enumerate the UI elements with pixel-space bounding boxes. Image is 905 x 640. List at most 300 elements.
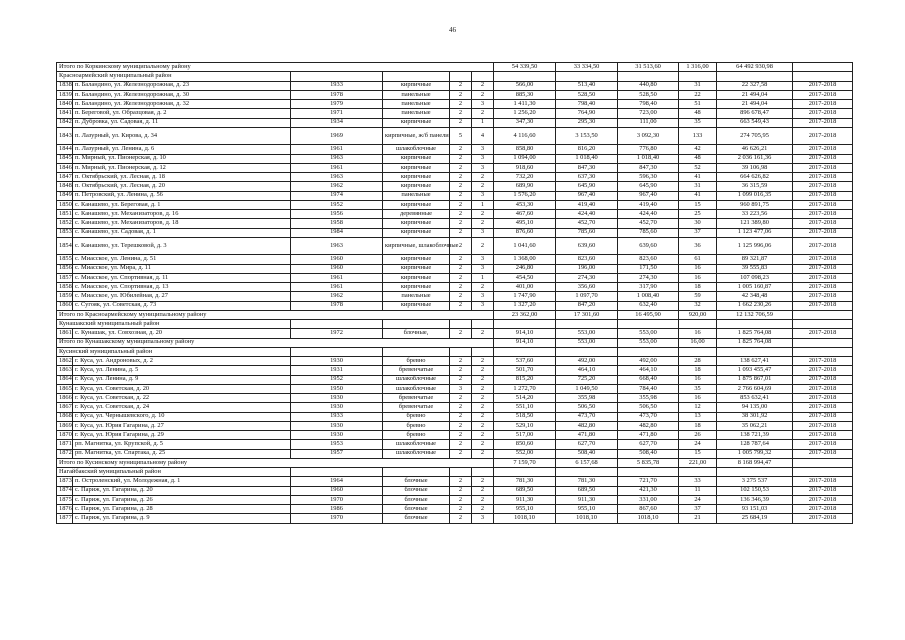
- table-row: [57, 173, 853, 182]
- period-cell: 2017-2018: [793, 154, 853, 163]
- year-cell: 1972: [291, 329, 383, 338]
- table-row: [57, 100, 853, 109]
- area-b-cell: 355,98: [618, 394, 679, 403]
- year-cell: 1952: [291, 375, 383, 384]
- area-a-cell: 473,70: [556, 412, 618, 421]
- row-number-cell: 1839.: [57, 90, 73, 99]
- address-cell: п. Баландино, ул. Железнодорожная, д. 30: [73, 90, 291, 99]
- total-area-cell: 501,70: [494, 366, 556, 375]
- period-cell: 2017-2018: [793, 292, 853, 301]
- residents-cell: 24: [679, 440, 717, 449]
- district-header-row: [57, 320, 853, 329]
- residents-cell: 16: [679, 375, 717, 384]
- residents-cell: 18: [679, 283, 717, 292]
- residents-cell: 15: [679, 449, 717, 458]
- year-cell: 1961: [291, 283, 383, 292]
- year-cell: 1970: [291, 495, 383, 504]
- area-a-cell: 482,80: [556, 421, 618, 430]
- total-area-cell: 537,60: [494, 357, 556, 366]
- total-area-cell: 1018,10: [494, 514, 556, 523]
- wall-material-cell: панельные: [383, 109, 450, 118]
- empty-cell: [472, 72, 494, 81]
- residents-cell: 21: [679, 514, 717, 523]
- floors-cell: 2: [450, 191, 472, 200]
- table-row: [57, 329, 853, 338]
- residents-cell: 28: [679, 357, 717, 366]
- floors-cell: 2: [450, 486, 472, 495]
- empty-cell: [472, 320, 494, 329]
- total-area-cell: 1 747,90: [494, 292, 556, 301]
- period-cell: [793, 310, 853, 319]
- cost-cell: 2 036 161,36: [717, 154, 793, 163]
- table-row: [57, 154, 853, 163]
- year-cell: 1957: [291, 449, 383, 458]
- total-area-cell: 467,60: [494, 210, 556, 219]
- wall-material-cell: кирпичные, ж/б панели: [383, 127, 450, 145]
- area-a-cell: 419,40: [556, 200, 618, 209]
- area-a-cell: 689,50: [556, 486, 618, 495]
- cost-cell: 33 223,56: [717, 210, 793, 219]
- residents-cell: 42: [679, 145, 717, 154]
- residents-cell: 16: [679, 273, 717, 282]
- empty-cell: [556, 347, 618, 356]
- floors-cell: 2: [450, 182, 472, 191]
- address-cell: п. Дубровка, ул. Садовая, д. 11: [73, 118, 291, 127]
- area-a-cell: 452,70: [556, 219, 618, 228]
- empty-cell: [618, 72, 679, 81]
- table-row: [57, 219, 853, 228]
- residents-cell: 35: [679, 384, 717, 393]
- row-number-cell: 1853.: [57, 228, 73, 237]
- address-cell: с. Миасское, ул. Ленина, д. 51: [73, 255, 291, 264]
- table-row: [57, 477, 853, 486]
- area-b-cell: 492,00: [618, 357, 679, 366]
- area-b-cell: 482,80: [618, 421, 679, 430]
- district-name-cell: Кунашакский муниципальный район: [57, 320, 291, 329]
- total-area-cell: 1 272,70: [494, 384, 556, 393]
- total-area-cell: 914,10: [494, 338, 556, 347]
- empty-cell: [291, 468, 383, 477]
- address-cell: г. Куса, ул. Чернышевского, д. 10: [73, 412, 291, 421]
- empty-cell: [793, 72, 853, 81]
- row-number-cell: 1854.: [57, 237, 73, 255]
- cost-cell: 3 275 537: [717, 477, 793, 486]
- entrances-cell: 2: [472, 421, 494, 430]
- cost-cell: 8 168 994,47: [717, 458, 793, 467]
- address-cell: п. Мирный, ул. Пионерская, д. 12: [73, 163, 291, 172]
- table-row: [57, 163, 853, 172]
- entrances-cell: 2: [472, 357, 494, 366]
- area-b-cell: 553,00: [618, 338, 679, 347]
- total-area-cell: 918,60: [494, 163, 556, 172]
- residents-cell: 18: [679, 366, 717, 375]
- wall-material-cell: бревенчатые: [383, 394, 450, 403]
- total-area-cell: 401,00: [494, 283, 556, 292]
- period-cell: 2017-2018: [793, 200, 853, 209]
- wall-material-cell: бревно: [383, 421, 450, 430]
- area-b-cell: 419,40: [618, 200, 679, 209]
- cost-cell: 2 766 604,69: [717, 384, 793, 393]
- area-b-cell: 16 495,90: [618, 310, 679, 319]
- district-total-row: [57, 63, 853, 72]
- entrances-cell: 3: [472, 292, 494, 301]
- total-area-cell: 1 327,20: [494, 301, 556, 310]
- area-b-cell: 452,70: [618, 219, 679, 228]
- wall-material-cell: кирпичные: [383, 81, 450, 90]
- wall-material-cell: бревно: [383, 412, 450, 421]
- row-number-cell: 1877.: [57, 514, 73, 523]
- area-b-cell: 721,70: [618, 477, 679, 486]
- floors-cell: 3: [450, 384, 472, 393]
- floors-cell: 2: [450, 394, 472, 403]
- floors-cell: 2: [450, 366, 472, 375]
- area-b-cell: 668,40: [618, 375, 679, 384]
- row-number-cell: 1876.: [57, 505, 73, 514]
- cost-cell: 39 106,98: [717, 163, 793, 172]
- residents-cell: 35: [679, 118, 717, 127]
- residents-cell: 920,00: [679, 310, 717, 319]
- address-cell: рп. Магнитка, ул. Спартака, д. 25: [73, 449, 291, 458]
- table-row: [57, 237, 853, 255]
- floors-cell: 2: [450, 412, 472, 421]
- residents-cell: 221,00: [679, 458, 717, 467]
- cost-cell: 1 005 160,87: [717, 283, 793, 292]
- cost-cell: 1 123 477,06: [717, 228, 793, 237]
- wall-material-cell: шлакоблочные: [383, 384, 450, 393]
- area-a-cell: 471,80: [556, 431, 618, 440]
- table-row: [57, 495, 853, 504]
- row-number-cell: 1843.: [57, 127, 73, 145]
- cost-cell: 107 098,23: [717, 273, 793, 282]
- cost-cell: 1 099 016,35: [717, 191, 793, 200]
- wall-material-cell: кирпичные: [383, 118, 450, 127]
- residents-cell: 16,00: [679, 338, 717, 347]
- floors-cell: 2: [450, 118, 472, 127]
- area-a-cell: 764,90: [556, 109, 618, 118]
- area-a-cell: 1 049,50: [556, 384, 618, 393]
- residents-cell: 32: [679, 301, 717, 310]
- entrances-cell: 2: [472, 219, 494, 228]
- year-cell: 1964: [291, 477, 383, 486]
- table-row: [57, 514, 853, 523]
- residents-cell: 59: [679, 292, 717, 301]
- total-label-cell: Итого по Кусинскому муниципальному району: [57, 458, 494, 467]
- area-b-cell: 471,80: [618, 431, 679, 440]
- area-b-cell: 1 018,40: [618, 154, 679, 163]
- cost-cell: 128 787,64: [717, 440, 793, 449]
- cost-cell: 138 721,39: [717, 431, 793, 440]
- district-name-cell: Кусинский муниципальный район: [57, 347, 291, 356]
- row-number-cell: 1871.: [57, 440, 73, 449]
- total-area-cell: 517,00: [494, 431, 556, 440]
- area-a-cell: 639,60: [556, 237, 618, 255]
- table-row: [57, 394, 853, 403]
- year-cell: 1931: [291, 366, 383, 375]
- row-number-cell: 1838.: [57, 81, 73, 90]
- wall-material-cell: кирпичные: [383, 182, 450, 191]
- cost-cell: 960 891,75: [717, 200, 793, 209]
- period-cell: 2017-2018: [793, 505, 853, 514]
- row-number-cell: 1844.: [57, 145, 73, 154]
- empty-cell: [717, 347, 793, 356]
- area-b-cell: 1 008,40: [618, 292, 679, 301]
- table-row: [57, 449, 853, 458]
- empty-cell: [618, 468, 679, 477]
- total-area-cell: 732,20: [494, 173, 556, 182]
- total-area-cell: 514,20: [494, 394, 556, 403]
- residents-cell: 18: [679, 421, 717, 430]
- area-b-cell: 967,40: [618, 191, 679, 200]
- total-area-cell: 1 368,00: [494, 255, 556, 264]
- row-number-cell: 1865.: [57, 384, 73, 393]
- address-cell: г. Куса, ул. Андроновых, д. 2: [73, 357, 291, 366]
- address-cell: г. Куса, ул. Советская, д. 20: [73, 384, 291, 393]
- area-b-cell: 553,00: [618, 329, 679, 338]
- empty-cell: [383, 320, 450, 329]
- area-b-cell: 317,90: [618, 283, 679, 292]
- period-cell: 2017-2018: [793, 403, 853, 412]
- area-a-cell: 356,60: [556, 283, 618, 292]
- year-cell: 1950: [291, 384, 383, 393]
- table-row: [57, 366, 853, 375]
- table-row: [57, 421, 853, 430]
- address-cell: с. Миасское, ул. Спортивная, д. 13: [73, 283, 291, 292]
- entrances-cell: 3: [472, 191, 494, 200]
- wall-material-cell: шлакоблочные: [383, 375, 450, 384]
- total-area-cell: 885,30: [494, 90, 556, 99]
- table-row: [57, 109, 853, 118]
- address-cell: с. Париж, ул. Гагарина, д. 26: [73, 495, 291, 504]
- floors-cell: 2: [450, 145, 472, 154]
- year-cell: 1978: [291, 301, 383, 310]
- entrances-cell: 3: [472, 154, 494, 163]
- cost-cell: 89 321,87: [717, 255, 793, 264]
- year-cell: 1956: [291, 210, 383, 219]
- cost-cell: 64 492 930,98: [717, 63, 793, 72]
- period-cell: 2017-2018: [793, 366, 853, 375]
- year-cell: 1962: [291, 182, 383, 191]
- cost-cell: 21 494,04: [717, 90, 793, 99]
- district-total-row: [57, 458, 853, 467]
- district-header-row: [57, 347, 853, 356]
- table-row: [57, 375, 853, 384]
- area-b-cell: 421,30: [618, 486, 679, 495]
- total-area-cell: 518,50: [494, 412, 556, 421]
- period-cell: 2017-2018: [793, 237, 853, 255]
- empty-cell: [556, 72, 618, 81]
- residents-cell: 48: [679, 154, 717, 163]
- area-b-cell: 424,40: [618, 210, 679, 219]
- wall-material-cell: кирпичные: [383, 273, 450, 282]
- residents-cell: 26: [679, 431, 717, 440]
- entrances-cell: 2: [472, 283, 494, 292]
- floors-cell: 2: [450, 163, 472, 172]
- area-a-cell: 295,30: [556, 118, 618, 127]
- empty-cell: [494, 72, 556, 81]
- total-area-cell: 495,10: [494, 219, 556, 228]
- entrances-cell: 2: [472, 440, 494, 449]
- row-number-cell: 1849.: [57, 191, 73, 200]
- entrances-cell: 2: [472, 173, 494, 182]
- wall-material-cell: кирпичные: [383, 173, 450, 182]
- address-cell: г. Куса, ул. Ленина, д. 5: [73, 366, 291, 375]
- wall-material-cell: бревно: [383, 431, 450, 440]
- floors-cell: 2: [450, 329, 472, 338]
- total-area-cell: 1 576,20: [494, 191, 556, 200]
- area-a-cell: 645,90: [556, 182, 618, 191]
- total-label-cell: Итого по Красноармейскому муниципальному району: [57, 310, 494, 319]
- cost-cell: 663 549,43: [717, 118, 793, 127]
- floors-cell: 2: [450, 403, 472, 412]
- period-cell: 2017-2018: [793, 394, 853, 403]
- entrances-cell: 2: [472, 237, 494, 255]
- wall-material-cell: деревянные: [383, 210, 450, 219]
- empty-cell: [291, 72, 383, 81]
- table-row: [57, 283, 853, 292]
- residents-cell: 13: [679, 412, 717, 421]
- area-b-cell: 440,80: [618, 81, 679, 90]
- period-cell: 2017-2018: [793, 440, 853, 449]
- area-a-cell: 1 018,40: [556, 154, 618, 163]
- empty-cell: [450, 468, 472, 477]
- floors-cell: 5: [450, 127, 472, 145]
- year-cell: 1930: [291, 421, 383, 430]
- area-b-cell: 632,40: [618, 301, 679, 310]
- wall-material-cell: кирпичные: [383, 255, 450, 264]
- area-b-cell: 784,40: [618, 384, 679, 393]
- area-a-cell: 6 157,68: [556, 458, 618, 467]
- residents-cell: 51: [679, 100, 717, 109]
- address-cell: п. Октябрьский, ул. Лесная, д. 18: [73, 173, 291, 182]
- area-a-cell: 627,70: [556, 440, 618, 449]
- residents-cell: 22: [679, 90, 717, 99]
- row-number-cell: 1868.: [57, 412, 73, 421]
- area-b-cell: 31 513,60: [618, 63, 679, 72]
- year-cell: 1963: [291, 237, 383, 255]
- empty-cell: [679, 320, 717, 329]
- empty-cell: [494, 320, 556, 329]
- residents-cell: 1 316,00: [679, 63, 717, 72]
- table-row: [57, 292, 853, 301]
- period-cell: [793, 63, 853, 72]
- address-cell: рп. Магнитка, ул. Крупской, д. 5: [73, 440, 291, 449]
- floors-cell: 2: [450, 514, 472, 523]
- area-b-cell: 627,70: [618, 440, 679, 449]
- area-a-cell: 274,30: [556, 273, 618, 282]
- total-area-cell: 7 159,70: [494, 458, 556, 467]
- period-cell: 2017-2018: [793, 421, 853, 430]
- wall-material-cell: кирпичные: [383, 200, 450, 209]
- address-cell: п. Остроленский, ул. Молодежная, д. 1: [73, 477, 291, 486]
- floors-cell: 2: [450, 109, 472, 118]
- entrances-cell: 2: [472, 431, 494, 440]
- total-area-cell: 689,50: [494, 486, 556, 495]
- total-area-cell: 914,10: [494, 329, 556, 338]
- row-number-cell: 1861.: [57, 329, 73, 338]
- empty-cell: [717, 468, 793, 477]
- wall-material-cell: кирпичные: [383, 219, 450, 228]
- cost-cell: 39 555,83: [717, 264, 793, 273]
- cost-cell: 1 662 230,26: [717, 301, 793, 310]
- wall-material-cell: блочные: [383, 477, 450, 486]
- total-area-cell: 858,80: [494, 145, 556, 154]
- period-cell: 2017-2018: [793, 301, 853, 310]
- address-cell: с. Париж, ул. Гагарина, д. 20: [73, 486, 291, 495]
- year-cell: 1961: [291, 145, 383, 154]
- entrances-cell: 2: [472, 109, 494, 118]
- area-b-cell: 111,00: [618, 118, 679, 127]
- row-number-cell: 1875.: [57, 495, 73, 504]
- entrances-cell: 3: [472, 228, 494, 237]
- floors-cell: 2: [450, 200, 472, 209]
- row-number-cell: 1842.: [57, 118, 73, 127]
- period-cell: 2017-2018: [793, 100, 853, 109]
- row-number-cell: 1855.: [57, 255, 73, 264]
- table-row: [57, 505, 853, 514]
- entrances-cell: 2: [472, 403, 494, 412]
- cost-cell: 102 150,53: [717, 486, 793, 495]
- total-label-cell: Итого по Кунашакскому муниципальному району: [57, 338, 494, 347]
- period-cell: 2017-2018: [793, 477, 853, 486]
- entrances-cell: 3: [472, 100, 494, 109]
- area-a-cell: 528,50: [556, 90, 618, 99]
- area-a-cell: 17 301,60: [556, 310, 618, 319]
- residents-cell: 16: [679, 329, 717, 338]
- address-cell: с. Канашево, ул. Механизаторов, д. 16: [73, 210, 291, 219]
- table-row: [57, 440, 853, 449]
- residents-cell: 12: [679, 403, 717, 412]
- area-a-cell: 637,30: [556, 173, 618, 182]
- address-cell: п. Петровский, ул. Ленина, д. 56: [73, 191, 291, 200]
- total-area-cell: 1 411,30: [494, 100, 556, 109]
- table-row: [57, 200, 853, 209]
- wall-material-cell: шлакоблочные: [383, 145, 450, 154]
- wall-material-cell: кирпичные: [383, 301, 450, 310]
- total-area-cell: 1 041,60: [494, 237, 556, 255]
- empty-cell: [383, 347, 450, 356]
- area-b-cell: 776,80: [618, 145, 679, 154]
- area-b-cell: 867,60: [618, 505, 679, 514]
- period-cell: 2017-2018: [793, 90, 853, 99]
- residents-cell: 11: [679, 486, 717, 495]
- residents-cell: 133: [679, 127, 717, 145]
- area-b-cell: 596,30: [618, 173, 679, 182]
- residents-cell: 36: [679, 237, 717, 255]
- wall-material-cell: панельные: [383, 100, 450, 109]
- district-name-cell: Нагайбакский муниципальный район: [57, 468, 291, 477]
- entrances-cell: 2: [472, 210, 494, 219]
- floors-cell: 2: [450, 210, 472, 219]
- period-cell: 2017-2018: [793, 81, 853, 90]
- cost-cell: 38 301,92: [717, 412, 793, 421]
- wall-material-cell: бревенчатые: [383, 403, 450, 412]
- year-cell: 1969: [291, 127, 383, 145]
- area-a-cell: 798,40: [556, 100, 618, 109]
- year-cell: 1971: [291, 109, 383, 118]
- area-a-cell: 424,40: [556, 210, 618, 219]
- table-row: [57, 264, 853, 273]
- cost-cell: 136 346,39: [717, 495, 793, 504]
- floors-cell: 2: [450, 173, 472, 182]
- entrances-cell: 2: [472, 375, 494, 384]
- period-cell: 2017-2018: [793, 514, 853, 523]
- row-number-cell: 1858.: [57, 283, 73, 292]
- floors-cell: 2: [450, 255, 472, 264]
- year-cell: 1978: [291, 90, 383, 99]
- empty-cell: [556, 468, 618, 477]
- floors-cell: 2: [450, 495, 472, 504]
- floors-cell: 2: [450, 273, 472, 282]
